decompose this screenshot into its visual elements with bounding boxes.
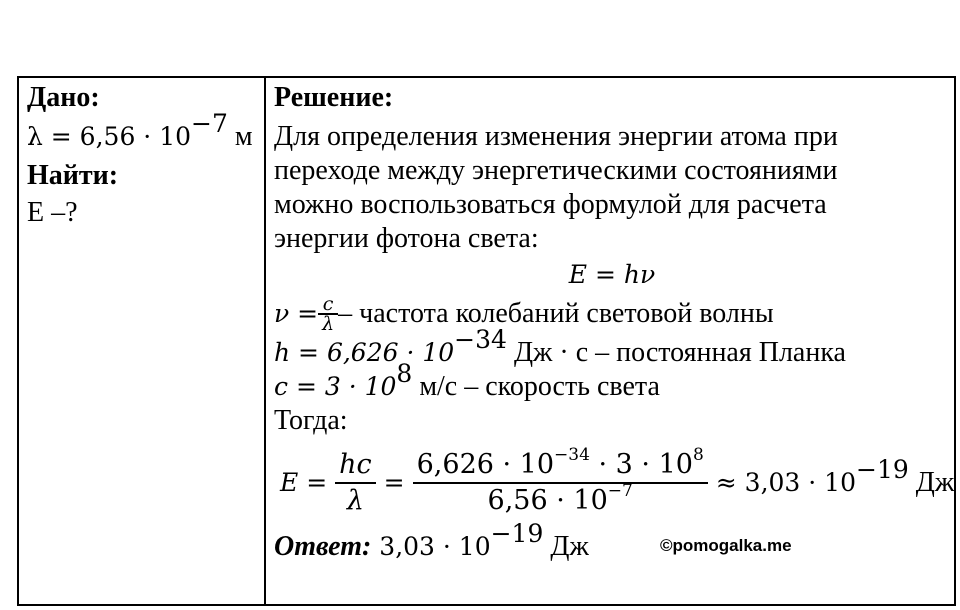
intro-paragraph xyxy=(274,120,950,256)
answer-line: Ответ: $3,03 \cdot 10^{-19}$ Дж xyxy=(274,518,589,562)
hc-over-lambda-fraction: $\frac{hc}{\lambda}$ xyxy=(335,448,376,518)
given-column xyxy=(27,80,261,230)
light-speed-line: $c = 3 \cdot 10^8$ м/с – скорость света xyxy=(274,358,660,402)
watermark: ©pomogalka.me xyxy=(660,536,792,555)
intro-line: Для определения изменения энергии атома при xyxy=(274,121,838,152)
solution-heading: Решение: xyxy=(274,82,394,113)
planck-line: $h = 6,626 \cdot 10^{-34}$ Дж · с – постоянная Планка xyxy=(274,324,846,368)
given-lambda: $\lambda = 6,56 \cdot 10^{-7}$ м xyxy=(27,108,253,152)
energy-calculation: E = $\frac{hc}{\lambda}$ = $\frac{6,626 \cdot 10^{-34} \cdot 3 \cdot 10^8}{6,56 \cdot 10^{-7}}$ ≈ $3,03 \cdot 10^{-19}$ Дж xyxy=(280,445,955,516)
column-divider xyxy=(264,76,266,606)
numeric-fraction: $\frac{6,626 \cdot 10^{-34} \cdot 3 \cdot 10^8}{6,56 \cdot 10^{-7}}$ xyxy=(413,448,708,518)
intro-line: переходе между энергетическими состояниями xyxy=(274,155,838,186)
nu-fraction: $\frac{c}{\lambda}$ xyxy=(318,295,338,333)
nu-line: ν = $\frac{c}{\lambda}$ – частота колебаний световой волны xyxy=(274,293,774,335)
intro-line: можно воспользоваться формулой для расчета xyxy=(274,189,827,220)
main-formula: E = hν xyxy=(568,260,656,289)
then-label: Тогда: xyxy=(274,405,348,436)
find-value: E –? xyxy=(27,197,78,228)
energy-result: ≈ $3,03 \cdot 10^{-19}$ Дж xyxy=(715,454,955,498)
find-heading: Найти: xyxy=(27,160,119,191)
given-heading: Дано: xyxy=(27,82,100,113)
intro-line: энергии фотона света: xyxy=(274,223,539,254)
solution-column xyxy=(274,80,955,564)
